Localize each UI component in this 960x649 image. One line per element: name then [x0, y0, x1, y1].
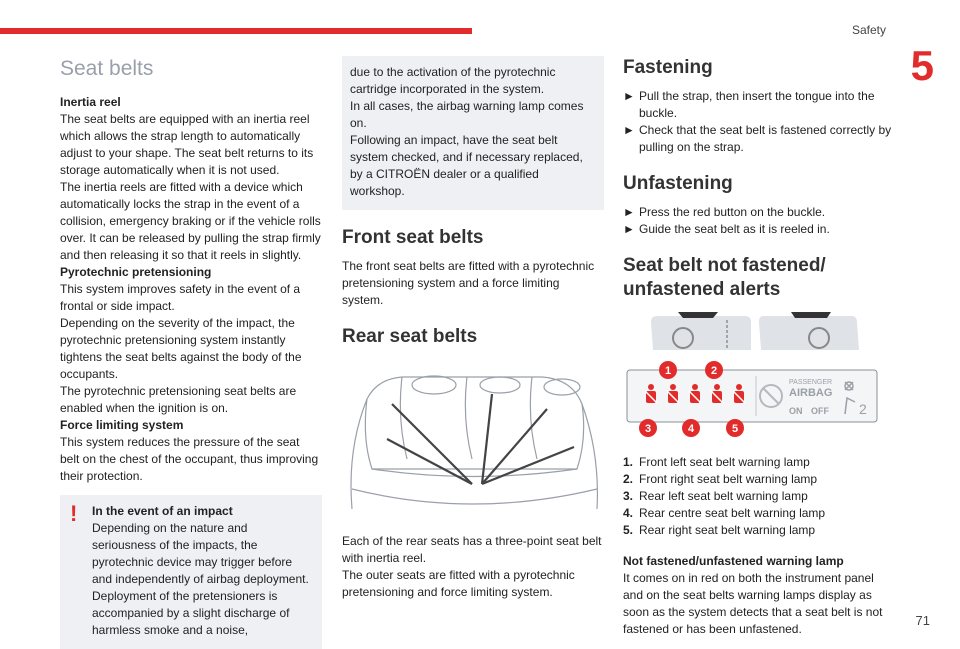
inertia-paragraph-1: The seat belts are equipped with an inertia reel which allows the strap length to automatically adjust to your shape. The seat belt returns to its storage automatically when it is not used. — [60, 112, 314, 177]
rear-belts-heading: Rear seat belts — [342, 326, 478, 347]
lamp-heading: Not fastened/unfastened warning lamp — [623, 554, 844, 568]
fastening-step-2: ► Check that the seat belt is fastened correctly by pulling on the strap. — [623, 123, 892, 154]
svg-text:5: 5 — [731, 423, 739, 435]
warning-exclamation-icon: ! — [70, 501, 78, 526]
arrow-icon: ► — [623, 205, 635, 219]
front-belts-heading: Front seat belts — [342, 227, 484, 248]
front-belts-text: The front seat belts are fitted with a pyrotechnic pretensioning system and a force limiting system. — [342, 259, 595, 307]
note-text: Depending on the nature and seriousness of the impacts, the pyrotechnic device may trigger before and independently of airbag deployment. Deployment of the pretensioners is accompanied by a slight discharge of harmless smoke and a noise, — [92, 521, 309, 637]
list-item: 2. Front right seat belt warning lamp — [623, 472, 818, 486]
pyro-heading: Pyrotechnic pretensioning — [60, 265, 212, 279]
arrow-icon: ► — [623, 222, 635, 236]
arrow-icon: ► — [623, 89, 635, 103]
column-3 — [623, 56, 893, 638]
page-title: Seat belts — [60, 57, 154, 80]
inertia-paragraph-2: The inertia reels are fitted with a device which automatically locks the strap in the event of a collision, emergency braking or if the vehicle rolls over. It can be released by pulling the strap firmly and then releasing it so that it reels in slightly. — [60, 180, 321, 262]
arrow-icon: ► — [623, 123, 635, 137]
note-cont-3: Following an impact, have the seat belt system checked, and if necessary replaced, by a CITROËN dealer or a qualified workshop. — [350, 133, 583, 198]
force-paragraph: This system reduces the pressure of the seat belt on the chest of the occupant, thus improving their protection. — [60, 435, 319, 483]
unfastening-step-2: ► Guide the seat belt as it is reeled in. — [623, 222, 830, 236]
marker-1 — [659, 361, 677, 379]
column-1 — [60, 56, 322, 649]
marker-2 — [705, 361, 723, 379]
pyro-paragraph-3: The pyrotechnic pretensioning seat belts are enabled when the ignition is on. — [60, 384, 297, 415]
fastening-step-1: ► Pull the strap, then insert the tongue into the buckle. — [623, 89, 875, 120]
cabin-view-left — [651, 312, 751, 350]
impact-note-continued — [342, 56, 604, 210]
passenger-label: PASSENGER — [789, 379, 833, 386]
force-heading: Force limiting system — [60, 418, 184, 432]
svg-text:1: 1 — [664, 365, 672, 377]
off-label: OFF — [811, 406, 829, 416]
list-item: 4. Rear centre seat belt warning lamp — [623, 506, 826, 520]
rear-belts-paragraph-2: The outer seats are fitted with a pyrotechnic pretensioning and force limiting system. — [342, 568, 575, 599]
list-item: 1. Front left seat belt warning lamp — [623, 455, 810, 469]
note-cont-1: due to the activation of the pyrotechnic cartridge incorporated in the system. — [350, 65, 556, 96]
header-red-bar — [0, 28, 472, 34]
marker-3 — [639, 419, 657, 437]
note-cont-2: In all cases, the airbag warning lamp comes on. — [350, 99, 584, 130]
rear-seat-illustration — [342, 359, 604, 519]
marker-4 — [682, 419, 700, 437]
seat-count: 2 — [859, 401, 867, 417]
chapter-number: 5 — [910, 42, 934, 89]
impact-note — [60, 495, 322, 649]
lamp-text: It comes on in red on both the instrument panel and on the seat belts warning lamps display as soon as the system detects that a seat belt is not fastened or has been unfastened. — [623, 571, 883, 636]
column-2 — [342, 56, 604, 601]
alerts-heading: Seat belt not fastened/ unfastened alerts — [623, 255, 826, 300]
svg-text:2: 2 — [710, 365, 718, 377]
pyro-paragraph-1: This system improves safety in the event of a frontal or side impact. — [60, 282, 301, 313]
rear-belts-paragraph-1: Each of the rear seats has a three-point seat belt with inertia reel. — [342, 534, 602, 565]
list-item: 5. Rear right seat belt warning lamp — [623, 523, 816, 537]
unfastening-heading: Unfastening — [623, 173, 733, 194]
on-label: ON — [789, 406, 803, 416]
note-heading: In the event of an impact — [92, 504, 233, 518]
warning-lamp-list — [623, 454, 893, 539]
svg-text:4: 4 — [687, 423, 695, 435]
marker-5 — [726, 419, 744, 437]
warning-lamps-illustration — [623, 310, 881, 448]
section-title: Safety — [851, 23, 886, 37]
unfastening-step-1: ► Press the red button on the buckle. — [623, 205, 826, 219]
fastening-heading: Fastening — [623, 57, 713, 78]
cabin-view-right — [759, 312, 859, 350]
airbag-label: AIRBAG — [789, 387, 833, 399]
page-number: 71 — [915, 613, 930, 628]
list-item: 3. Rear left seat belt warning lamp — [623, 489, 808, 503]
inertia-heading: Inertia reel — [60, 95, 121, 109]
pyro-paragraph-2: Depending on the severity of the impact, the pyrotechnic pretensioning system instantly tightens the seat belts against the body of the occupants. — [60, 316, 302, 381]
svg-text:3: 3 — [644, 423, 652, 435]
